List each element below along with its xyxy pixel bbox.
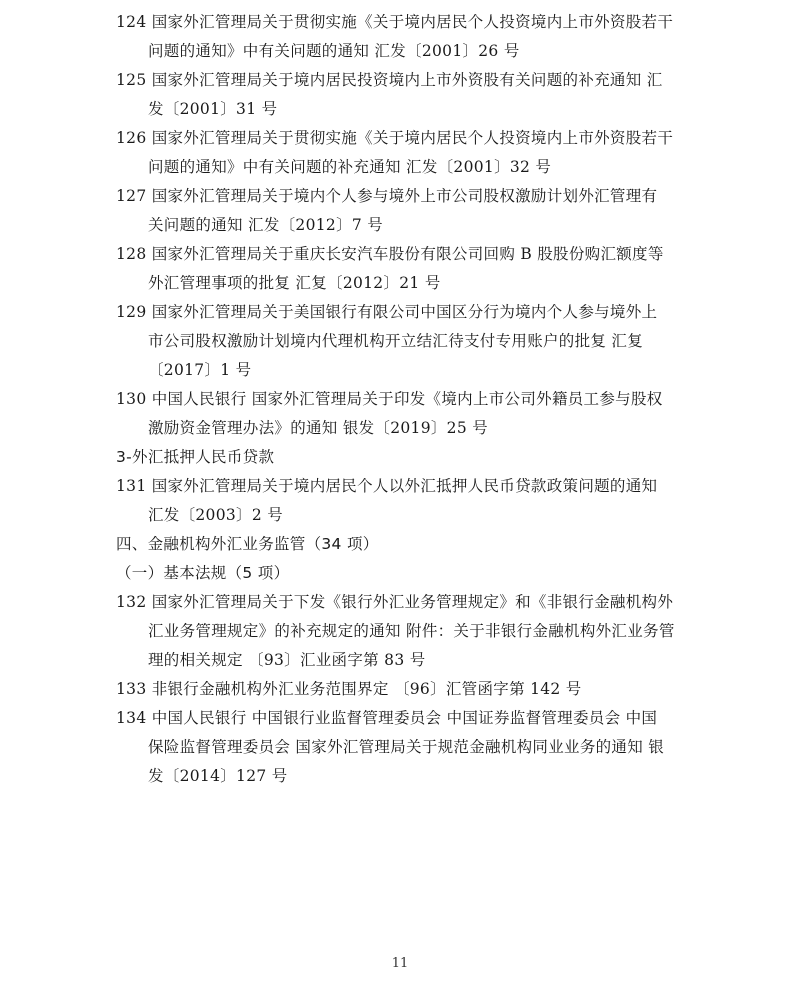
page-number: 11 [391,956,409,971]
entry-line: 130 中国人民银行 国家外汇管理局关于印发《境内上市公司外籍员工参与股权 [116,390,663,408]
section-heading: 3-外汇抵押人民币贷款 [116,448,275,466]
entry-continuation-line: 发〔2014〕127 号 [148,767,288,785]
entry-continuation-line: 理的相关规定 〔93〕汇业函字第 83 号 [148,651,426,669]
entry-line: 126 国家外汇管理局关于贯彻实施《关于境内居民个人投资境内上市外资股若干 [116,129,674,147]
entry-continuation-line: 市公司股权激励计划境内代理机构开立结汇待支付专用账户的批复 汇复 [148,332,644,350]
entry-line: 132 国家外汇管理局关于下发《银行外汇业务管理规定》和《非银行金融机构外 [116,593,674,611]
entry-continuation-line: 问题的通知》中有关问题的补充通知 汇发〔2001〕32 号 [148,158,552,176]
entry-line: 127 国家外汇管理局关于境内个人参与境外上市公司股权激励计划外汇管理有 [116,187,658,205]
entry-continuation-line: 〔2017〕1 号 [148,361,252,379]
section-heading: （一）基本法规（5 项） [116,564,290,582]
entry-line: 125 国家外汇管理局关于境内居民投资境内上市外资股有关问题的补充通知 汇 [116,71,663,89]
entry-continuation-line: 汇业务管理规定》的补充规定的通知 附件：关于非银行金融机构外汇业务管 [148,622,675,640]
entry-line: 128 国家外汇管理局关于重庆长安汽车股份有限公司回购 B 股股份购汇额度等 [116,245,664,263]
entry-continuation-line: 关问题的通知 汇发〔2012〕7 号 [148,216,384,234]
entry-line: 129 国家外汇管理局关于美国银行有限公司中国区分行为境内个人参与境外上 [116,303,658,321]
entry-continuation-line: 汇发〔2003〕2 号 [148,506,284,524]
entry-continuation-line: 问题的通知》中有关问题的通知 汇发〔2001〕26 号 [148,42,520,60]
entry-continuation-line: 激励资金管理办法》的通知 银发〔2019〕25 号 [148,419,489,437]
entry-line: 133 非银行金融机构外汇业务范围界定 〔96〕汇管函字第 142 号 [116,680,582,698]
entry-line: 124 国家外汇管理局关于贯彻实施《关于境内居民个人投资境内上市外资股若干 [116,13,674,31]
document-body [116,8,696,791]
entry-line: 131 国家外汇管理局关于境内居民个人以外汇抵押人民币贷款政策问题的通知 [116,477,658,495]
entry-continuation-line: 发〔2001〕31 号 [148,100,278,118]
entry-continuation-line: 保险监督管理委员会 国家外汇管理局关于规范金融机构同业业务的通知 银 [148,738,665,756]
entry-continuation-line: 外汇管理事项的批复 汇复〔2012〕21 号 [148,274,441,292]
section-heading: 四、金融机构外汇业务监管（34 项） [116,535,379,553]
entry-line: 134 中国人民银行 中国银行业监督管理委员会 中国证券监督管理委员会 中国 [116,709,658,727]
